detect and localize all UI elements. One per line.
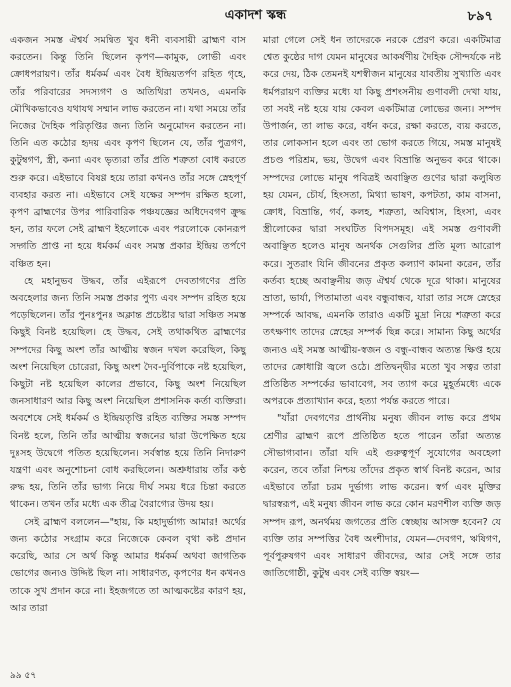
left-paragraph-1: একজন সমস্ত ঐশ্বর্য সমন্বিত খুব ধনী ব্যবসায়ী ব্রাহ্মণ বাস করতেন। কিন্তু তিনি ছিলেন কৃপণ—কামুক, লোভী এবং ক্রোধপরায়ণ। তাঁর ধর্মকর্ম এবং বৈধ ইন্দ্রিয়তর্পণ রহিত গৃহে, তাঁর পরিবারের সদস্যগণ ও অতিথিরা তখনও, এমনকি মৌখিকভাবেও যথাযথ সম্মান লাভ করতেন না। যথা সময়ে তাঁর নিজের দৈহিক পরিতৃপ্তির জন্য তিনি অনুমোদন করতেন না। তিনি এত কঠোর হৃদয় এবং কৃপণ ছিলেন যে, তাঁর পুত্রগণ, কুটুম্বগণ, স্ত্রী, কন্যা এবং ভৃত্যরা তাঁর প্রতি শত্রুতা বোধ করতে শুরু করে। এইভাবে বিষণ্ণ হয়ে তারা কখনও তাঁর সঙ্গে স্নেহপূর্ণ ব্যবহার করত না। এইভাবে সেই যক্ষের সম্পদ রক্ষিত হলো, কৃপণ ব্রাহ্মণের উপর পারিবারিক পঞ্চযজ্ঞের অধিদেবগণ ক্রুদ্ধ হন, তার ফলে সেই ব্রাহ্মণ ইহলোকে এবং পরলোকে কোনরূপ সদ্গতি প্রাপ্ত না হয়ে ধর্মকর্ম এবং সমস্ত প্রকার ইন্দ্রিয় তর্পণে বঞ্চিত হন। xyxy=(10,35,246,270)
page-footer: ৯৯ ৫৭ xyxy=(10,671,37,681)
left-paragraph-2: হে মহানুভব উদ্ধব, তাঁর এইরূপে দেবতাগণের প্রতি অবহেলার জন্য তিনি সমস্ত প্রকার পুণ্য এবং সম্পদ রহিত হয়ে পড়েছিলেন। তাঁর পুনঃপুনঃ অক্লান্ত প্রচেষ্টার দ্বারা সঞ্চিত সমস্ত কিছুই বিনষ্ট হয়েছিল। হে উদ্ধব, সেই তথাকথিত ব্রাহ্মণের সম্পদের কিছু অংশ তাঁর আত্মীয় স্বজন দখল করেছিল, কিছু অংশ নিয়েছিল চোরেরা, কিছু অংশ দৈব-দুর্বিপাকে নষ্ট হয়েছিল, কিছুটা নষ্ট হয়েছিল কালের প্রভাবে, কিছু অংশ নিয়েছিল জনসাধারণ আর কিছু অংশ নিয়েছিল প্রশাসনিক কর্তা ব্যক্তিরা। অবশেষে সেই ধর্মকর্ম ও ইন্দ্রিয়তৃপ্তি রহিত ব্যক্তির সমস্ত সম্পদ বিনষ্ট হলে, তিনি তাঁর আত্মীয় স্বজনের দ্বারা উপেক্ষিত হয়ে দুঃসহ উদ্বেগে পতিত হয়েছিলেন। সর্বস্বান্ত হয়ে তিনি নিদারুণ যন্ত্রণা এবং অনুশোচনা বোধ করছিলেন। অশ্রুধারায় তাঁর কণ্ঠ রুদ্ধ হয়, তিনি তাঁর ভাগ্য নিয়ে দীর্ঘ সময় ধরে চিন্তা করতে থাকেন। তখন তাঁর মধ্যে এক তীব্র বৈরাগ্যের উদয় হয়। xyxy=(10,275,246,511)
right-column xyxy=(263,32,501,583)
page-title: একাদশ স্কন্ধ xyxy=(224,8,287,23)
page-number: ৮৯৭ xyxy=(467,9,493,24)
right-paragraph-1: মারা গেলে সেই ধন তাদেরকে নরকে প্রেরণ করে। একটিমাত্র শ্বেত কুষ্ঠের দাগ যেমন মানুষের আকর্ষণীয় দৈহিক সৌন্দর্যকে নষ্ট করে দেয়, ঠিক তেমনই যশস্বীজন মানুষের যাবতীয় সুখ্যাতি এবং ধর্মপরায়ণ ব্যক্তির মধ্যে যা কিছু প্রশংসনীয় গুণাবলী দেখা যায়, তা সবই নষ্ট হয়ে যায় কেবল একটিমাত্র লোভের জন্য। সম্পদ উপার্জন, তা লাভ করে, বর্ধন করে, রক্ষা করতে, ব্যয় করতে, তার লোকসান হলে এবং তা ভোগ করতে গিয়ে, সমস্ত মানুষই প্রচণ্ড পরিশ্রম, ভয়, উদ্বেগ এবং বিভ্রান্তি অনুভব করে থাকে। সম্পদের লোভে মানুষ পবিত্রই অবাঞ্ছিত গুণের দ্বারা কলুষিত হয় যেমন, চৌর্য, হিংসতা, মিথ্যা ভাষণ, কপটতা, কাম বাসনা, ক্রোধ, বিভ্রান্তি, গর্ব, কলহ, শত্রুতা, অবিশ্বাস, হিংসা, এবং স্ত্রীলোকের দ্বারা সংঘটিত বিপদসমূহ। এই সমস্ত গুণাবলী অবাঞ্ছিত হলেও মানুষ অনর্থক সেগুলির প্রতি মূল্য আরোপ করে। সুতরাং যিনি জীবনের প্রকৃত কল্যাণ কামনা করেন, তাঁর কর্তব্য হচ্ছে অবাঞ্ছনীয় জড় ঐশ্বর্য থেকে দূরে থাকা। মানুষের ভ্রাতা, ভার্যা, পিতামাতা এবং বন্ধুবান্ধব, যারা তার সঙ্গে স্নেহের সম্পর্কে আবদ্ধ, এমনকি তারাও একটি মুদ্রা নিয়ে শত্রুতা করে তৎক্ষণাৎ তাদের স্নেহের সম্পর্ক ছিন্ন করে। সামান্য কিছু অর্থের জন্যও এই সমস্ত আত্মীয়-স্বজন ও বন্ধু-বান্ধব অত্যন্ত ক্ষিপ্ত হয়ে তাদের ক্রোধাগ্নি জ্বলে ওঠে। প্রতিদ্বন্দ্বীর মতো খুব সত্বর তারা প্রতিষ্ঠিত সম্পর্কের ভাবাবেগ, সব ত্যাগ করে মুহূর্তমধ্যে একে অপরকে প্রত্যাখ্যান করে, হত্যা পর্যন্ত করতে পারে। xyxy=(263,35,501,408)
left-paragraph-3: সেই ব্রাহ্মণ বললেন—"হায়, কি মহাদুর্ভাগ্য আমার! অর্থের জন্য কঠোর সংগ্রাম করে নিজেকে কেবল বৃথা কষ্ট প্রদান করেছি, আর সে অর্থ কিন্তু আমার ধর্মকর্ম অথবা জাগতিক ভোগের জন্যও উদ্দিষ্ট ছিল না। সাধারণত, কৃপণের ধন কখনও তাকে সুখ প্রদান করে না। ইহজগতে তা আত্মকষ্টের কারণ হয়, আর তারা xyxy=(10,516,246,614)
left-column xyxy=(10,32,246,617)
page-header xyxy=(0,6,511,28)
right-paragraph-2: "যাঁরা দেবগণের প্রার্থনীয় মনুষ্য জীবন লাভ করে প্রথম শ্রেণীর ব্রাহ্মণ রূপে প্রতিষ্ঠিত হতে পারেন তাঁরা অত্যন্ত সৌভাগ্যবান। তাঁরা যদি এই গুরুত্বপূর্ণ সুযোগের অবহেলা করেন, তবে তাঁরা নিশ্চয় তাঁদের প্রকৃত স্বার্থ বিনষ্ট করেন, আর এইভাবে তাঁরা চরম দুর্ভাগ্য লাভ করেন। স্বর্গ এবং মুক্তির দ্বারস্বরূপ, এই মনুষ্য জীবন লাভ করে কোন মরণশীল ব্যক্তি জড় সম্পদ রূপ, অনর্থময় জগতের প্রতি স্বেচ্ছায় আসক্ত হবেন? যে ব্যক্তি তার সম্পত্তির বৈধ অংশীদার, যেমন—দেবগণ, ঋষিগণ, পূর্বপুরুষগণ এবং সাধারণ জীবদের, আর সেই সঙ্গে তার জাতিগোষ্ঠী, কুটুম্ব এবং সেই ব্যক্তি স্বয়ং— xyxy=(263,413,501,580)
